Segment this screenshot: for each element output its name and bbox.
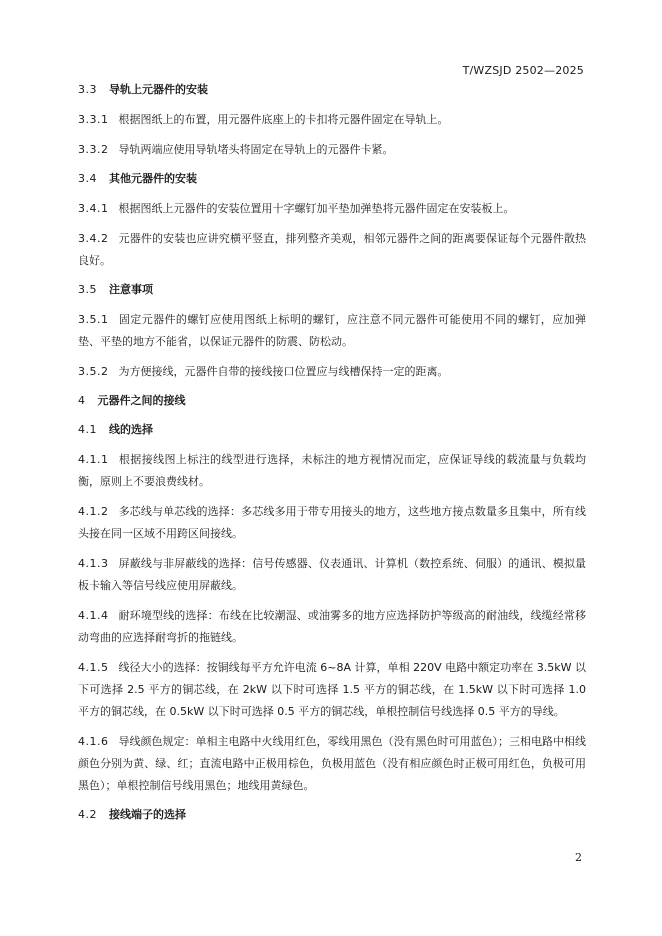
section-heading: [78, 80, 586, 100]
heading-text: 线的选择: [109, 423, 153, 436]
clause-number: 4.1.1: [78, 453, 109, 466]
clause-number: 4.1: [78, 423, 97, 436]
clause-text: 根据接线图上标注的线型进行选择，未标注的地方视情况而定，应保证导线的载流量与负载均衡，原则上不要浪费线材。: [78, 453, 586, 488]
clause-number: 3.5: [78, 283, 97, 296]
clause-number: 4.2: [78, 808, 97, 821]
clause-text: 导轨两端应使用导轨堵头将固定在导轨上的元器件卡紧。: [118, 143, 394, 156]
section-heading: [78, 805, 586, 825]
section-heading: [78, 391, 586, 411]
clause-text: 元器件的安装也应讲究横平竖直，排列整齐美观，相邻元器件之间的距离要保证每个元器件散热良好。: [78, 232, 586, 267]
clause-text: 根据图纸上的布置，用元器件底座上的卡扣将元器件固定在导轨上。: [118, 113, 449, 126]
clause-text: 多芯线与单芯线的选择：多芯线多用于带专用接头的地方，这些地方接点数量多且集中，所有线头接在同一区域不用跨区间接线。: [78, 505, 586, 540]
clause-number: 4.1.3: [78, 557, 109, 570]
clause-number: 3.4.1: [78, 202, 109, 215]
section-heading: [78, 280, 586, 300]
clause-number: 4.1.6: [78, 735, 109, 748]
clause-text: 根据图纸上元器件的安装位置用十字螺钉加平垫加弹垫将元器件固定在安装板上。: [118, 202, 515, 215]
clause-paragraph: [78, 657, 586, 723]
clause-text: 屏蔽线与非屏蔽线的选择：信号传感器、仪表通讯、计算机（数控系统、伺服）的通讯、模拟量板卡输入等信号线应使用屏蔽线。: [78, 557, 586, 592]
clause-number: 3.5.2: [78, 365, 109, 378]
document-body: [78, 80, 586, 834]
clause-paragraph: [78, 449, 586, 493]
clause-paragraph: [78, 553, 586, 597]
heading-text: 其他元器件的安装: [109, 172, 197, 185]
page-number: 2: [575, 851, 582, 864]
clause-paragraph: [78, 109, 586, 131]
document-header-id: T/WZSJD 2502—2025: [462, 64, 584, 77]
clause-text: 耐环境型线的选择：布线在比较潮湿、或油雾多的地方应选择防护等级高的耐油线，线缆经常移动弯曲的应选择耐弯折的拖链线。: [78, 609, 586, 644]
clause-paragraph: [78, 731, 586, 797]
clause-number: 3.3.1: [78, 113, 109, 126]
clause-number: 3.3.2: [78, 143, 109, 156]
clause-paragraph: [78, 501, 586, 545]
clause-number: 4: [78, 394, 86, 407]
clause-number: 3.4.2: [78, 232, 109, 245]
clause-text: 为方便接线，元器件自带的接线接口位置应与线槽保持一定的距离。: [118, 365, 449, 378]
clause-paragraph: [78, 228, 586, 272]
clause-paragraph: [78, 198, 586, 220]
clause-text: 线径大小的选择：按铜线每平方允许电流 6~8A 计算，单相 220V 电路中额定功率在 3.5kW 以下可选择 2.5 平方的铜芯线，在 2kW 以下时可选择 1.5 平方的铜芯线，在 1.5kW 以下时可选择 1.0 平方的铜芯线，在 0.5kW 以下时可选择 0.5 平方的铜芯线，单根控制信号线选择 0.5 平方的导线。: [78, 661, 586, 718]
section-heading: [78, 169, 586, 189]
heading-text: 注意事项: [109, 283, 153, 296]
clause-paragraph: [78, 605, 586, 649]
heading-text: 导轨上元器件的安装: [109, 83, 208, 96]
clause-number: 3.5.1: [78, 313, 109, 326]
clause-number: 3.3: [78, 83, 97, 96]
section-heading: [78, 420, 586, 440]
clause-text: 导线颜色规定：单相主电路中火线用红色，零线用黑色（没有黑色时可用蓝色）；三相电路中相线颜色分别为黄、绿、红；直流电路中正极用棕色，负极用蓝色（没有相应颜色时正极可用红色，负极可用黑色）；单根控制信号线用黑色；地线用黄绿色。: [78, 735, 586, 792]
heading-text: 接线端子的选择: [109, 808, 186, 821]
clause-text: 固定元器件的螺钉应使用图纸上标明的螺钉，应注意不同元器件可能使用不同的螺钉，应加弹垫、平垫的地方不能省，以保证元器件的防震、防松动。: [78, 313, 586, 348]
clause-number: 4.1.4: [78, 609, 109, 622]
clause-number: 3.4: [78, 172, 97, 185]
clause-paragraph: [78, 361, 586, 383]
clause-paragraph: [78, 139, 586, 161]
heading-text: 元器件之间的接线: [97, 394, 186, 407]
clause-paragraph: [78, 309, 586, 353]
clause-number: 4.1.2: [78, 505, 109, 518]
clause-number: 4.1.5: [78, 661, 109, 674]
